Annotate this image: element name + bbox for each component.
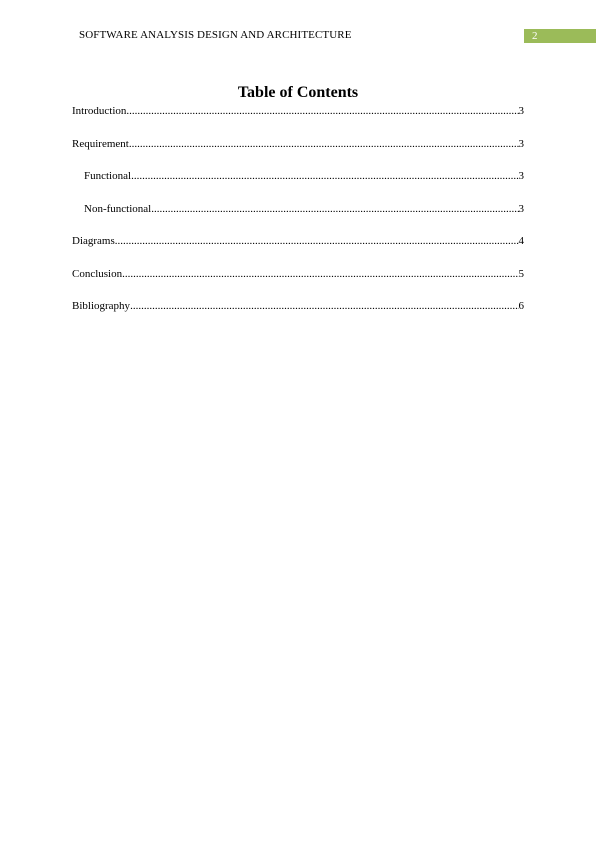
toc-entry-label: Introduction [72, 105, 127, 117]
toc-entry-introduction[interactable] [72, 104, 524, 137]
toc-entry-label: Conclusion [72, 267, 123, 280]
toc-dot-leader [115, 234, 519, 248]
toc-dot-leader [130, 299, 518, 313]
toc-entry-page: 4 [518, 235, 524, 247]
toc-entry-page: 3 [518, 105, 524, 117]
page-number: 2 [524, 29, 596, 43]
toc-entry-non-functional[interactable] [72, 202, 524, 235]
toc-entry-requirement[interactable] [72, 137, 524, 170]
toc-entry-conclusion[interactable] [72, 267, 524, 300]
running-header: SOFTWARE ANALYSIS DESIGN AND ARCHITECTURE [79, 29, 352, 41]
toc-entry-page: 3 [518, 202, 524, 215]
toc-entry-label: Bibliography [72, 300, 131, 312]
toc-dot-leader [131, 169, 518, 183]
toc-dot-leader [151, 202, 518, 216]
toc-entry-label: Diagrams [72, 235, 115, 247]
toc-entry-page: 3 [518, 137, 524, 150]
toc-entry-page: 3 [518, 170, 524, 182]
toc-entry-page: 5 [518, 267, 524, 280]
toc-title: Table of Contents [237, 84, 359, 101]
toc-entry-label: Requirement [72, 137, 129, 150]
toc-entry-label: Non-functional [84, 202, 152, 215]
toc-dot-leader [126, 104, 518, 118]
toc-entry-page: 6 [518, 300, 524, 312]
toc-entry-diagrams[interactable] [72, 234, 524, 267]
toc-entry-functional[interactable] [72, 169, 524, 202]
toc-entry-label: Functional [84, 170, 132, 182]
toc-dot-leader [129, 137, 519, 151]
toc-list [72, 104, 524, 332]
toc-dot-leader [122, 267, 518, 281]
toc-entry-bibliography[interactable] [72, 299, 524, 332]
